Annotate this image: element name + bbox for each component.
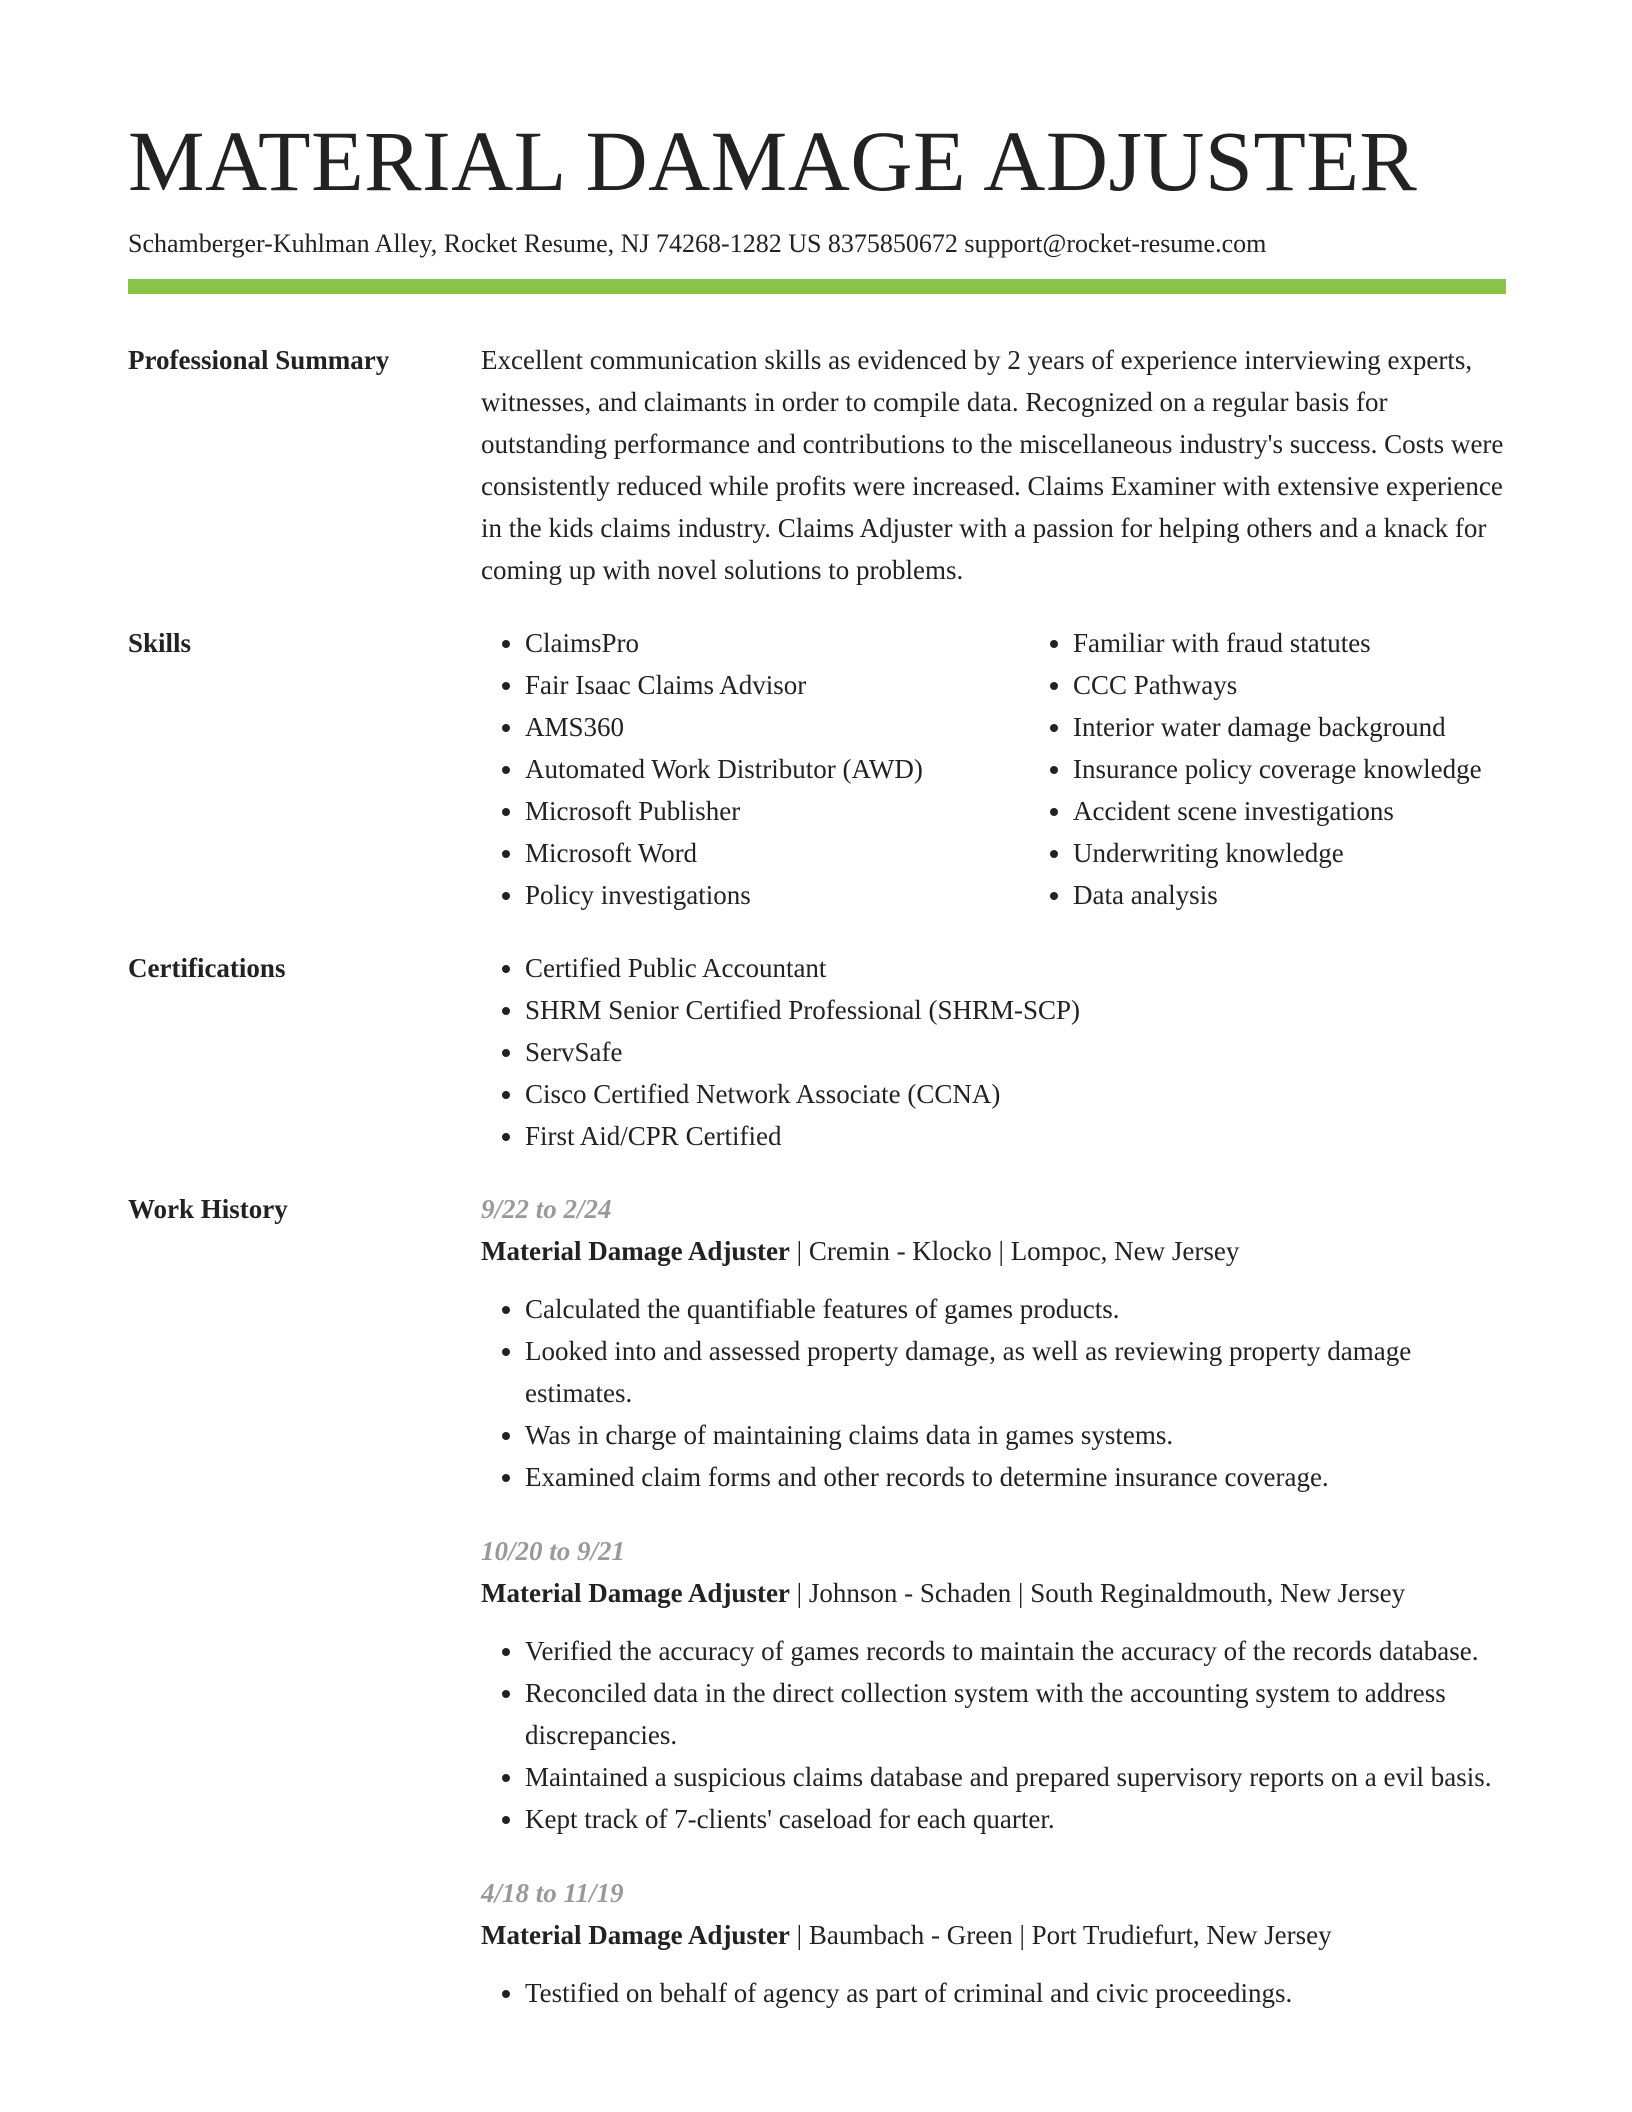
skill-item: • Automated Work Distributor (AWD) bbox=[525, 748, 1029, 790]
skill-item: • Familiar with fraud statutes bbox=[1073, 622, 1482, 664]
skill-item: • Insurance policy coverage knowledge bbox=[1073, 748, 1482, 790]
job-bullet: • Kept track of 7-clients' caseload for each quarter. bbox=[525, 1798, 1506, 1840]
job-dates: 9/22 to 2/24 bbox=[481, 1194, 612, 1225]
job-entry bbox=[481, 1872, 1506, 2014]
job-bullet: • Verified the accuracy of games records to maintain the accuracy of the records database. bbox=[525, 1630, 1506, 1672]
skills-columns bbox=[481, 622, 1506, 916]
certification-item: • Certified Public Accountant bbox=[525, 947, 1506, 989]
certifications-body bbox=[481, 947, 1506, 1157]
job-details: | Cremin - Klocko | Lompoc, New Jersey bbox=[789, 1236, 1240, 1267]
job-dates: 4/18 to 11/19 bbox=[481, 1878, 624, 1909]
resume-page bbox=[128, 113, 1506, 2014]
job-title: Material Damage Adjuster bbox=[481, 1920, 790, 1951]
job-entry bbox=[481, 1188, 1506, 1498]
skill-item: • ClaimsPro bbox=[525, 622, 1029, 664]
summary-label: Professional Summary bbox=[128, 345, 390, 376]
summary-text: Excellent communication skills as evidenced by 2 years of experience interviewing experts, witnesses, and claimants in order to compile data. Recognized on a regular basis for outstanding performance and contributions to the miscellaneous industry's success. Costs were consistently reduced while profits were increased. Claims Examiner with extensive experience in the kids claims industry. Claims Adjuster with a passion for helping others and a knack for coming up with novel solutions to problems. bbox=[481, 345, 1504, 586]
job-title-line bbox=[481, 1572, 1506, 1614]
summary-section bbox=[128, 339, 1506, 591]
work-history-label: Work History bbox=[128, 1194, 288, 1225]
skill-item: • Data analysis bbox=[1073, 874, 1482, 916]
skills-label: Skills bbox=[128, 628, 192, 659]
job-bullet: • Examined claim forms and other records to determine insurance coverage. bbox=[525, 1456, 1506, 1498]
certification-item: • SHRM Senior Certified Professional (SHRM-SCP) bbox=[525, 989, 1506, 1031]
certification-item: • Cisco Certified Network Associate (CCNA) bbox=[525, 1073, 1506, 1115]
certifications-list bbox=[481, 947, 1506, 1157]
certification-item: • ServSafe bbox=[525, 1031, 1506, 1073]
skills-list-right bbox=[1029, 622, 1482, 916]
job-title-line bbox=[481, 1914, 1506, 1956]
skill-item: • Fair Isaac Claims Advisor bbox=[525, 664, 1029, 706]
skill-item: • AMS360 bbox=[525, 706, 1029, 748]
job-bullet: • Reconciled data in the direct collection system with the accounting system to address discrepancies. bbox=[525, 1672, 1506, 1756]
skill-item: • Underwriting knowledge bbox=[1073, 832, 1482, 874]
skills-section bbox=[128, 622, 1506, 916]
skill-item: • Policy investigations bbox=[525, 874, 1029, 916]
skill-item: • Accident scene investigations bbox=[1073, 790, 1482, 832]
job-bullets bbox=[481, 1630, 1506, 1840]
certifications-label: Certifications bbox=[128, 953, 286, 984]
job-bullet: • Looked into and assessed property damage, as well as reviewing property damage estimates. bbox=[525, 1330, 1506, 1414]
skill-item: • Microsoft Publisher bbox=[525, 790, 1029, 832]
job-details: | Baumbach - Green | Port Trudiefurt, New Jersey bbox=[789, 1920, 1332, 1951]
job-bullets bbox=[481, 1288, 1506, 1498]
work-history-body bbox=[481, 1188, 1506, 2014]
skill-item: • Microsoft Word bbox=[525, 832, 1029, 874]
job-bullet: • Maintained a suspicious claims database and prepared supervisory reports on a evil basis. bbox=[525, 1756, 1506, 1798]
job-details: | Johnson - Schaden | South Reginaldmouth, New Jersey bbox=[789, 1578, 1406, 1609]
job-entry bbox=[481, 1530, 1506, 1840]
skills-list-left bbox=[481, 622, 1029, 916]
accent-rule bbox=[128, 279, 1506, 294]
job-title-line bbox=[481, 1230, 1506, 1272]
certification-item: • First Aid/CPR Certified bbox=[525, 1115, 1506, 1157]
contact-line: Schamberger-Kuhlman Alley, Rocket Resume, NJ 74268-1282 US 8375850672 support@rocket-resume.com bbox=[128, 229, 1267, 258]
resume-name: MATERIAL DAMAGE ADJUSTER bbox=[128, 113, 1418, 209]
skill-item: • Interior water damage background bbox=[1073, 706, 1482, 748]
certifications-section bbox=[128, 947, 1506, 1157]
job-dates: 10/20 to 9/21 bbox=[481, 1536, 626, 1567]
work-history-section bbox=[128, 1188, 1506, 2014]
job-bullet: • Testified on behalf of agency as part of criminal and civic proceedings. bbox=[525, 1972, 1506, 2014]
job-title: Material Damage Adjuster bbox=[481, 1578, 790, 1609]
job-bullets bbox=[481, 1972, 1506, 2014]
skill-item: • CCC Pathways bbox=[1073, 664, 1482, 706]
job-bullet: • Calculated the quantifiable features of games products. bbox=[525, 1288, 1506, 1330]
job-title: Material Damage Adjuster bbox=[481, 1236, 790, 1267]
job-bullet: • Was in charge of maintaining claims data in games systems. bbox=[525, 1414, 1506, 1456]
